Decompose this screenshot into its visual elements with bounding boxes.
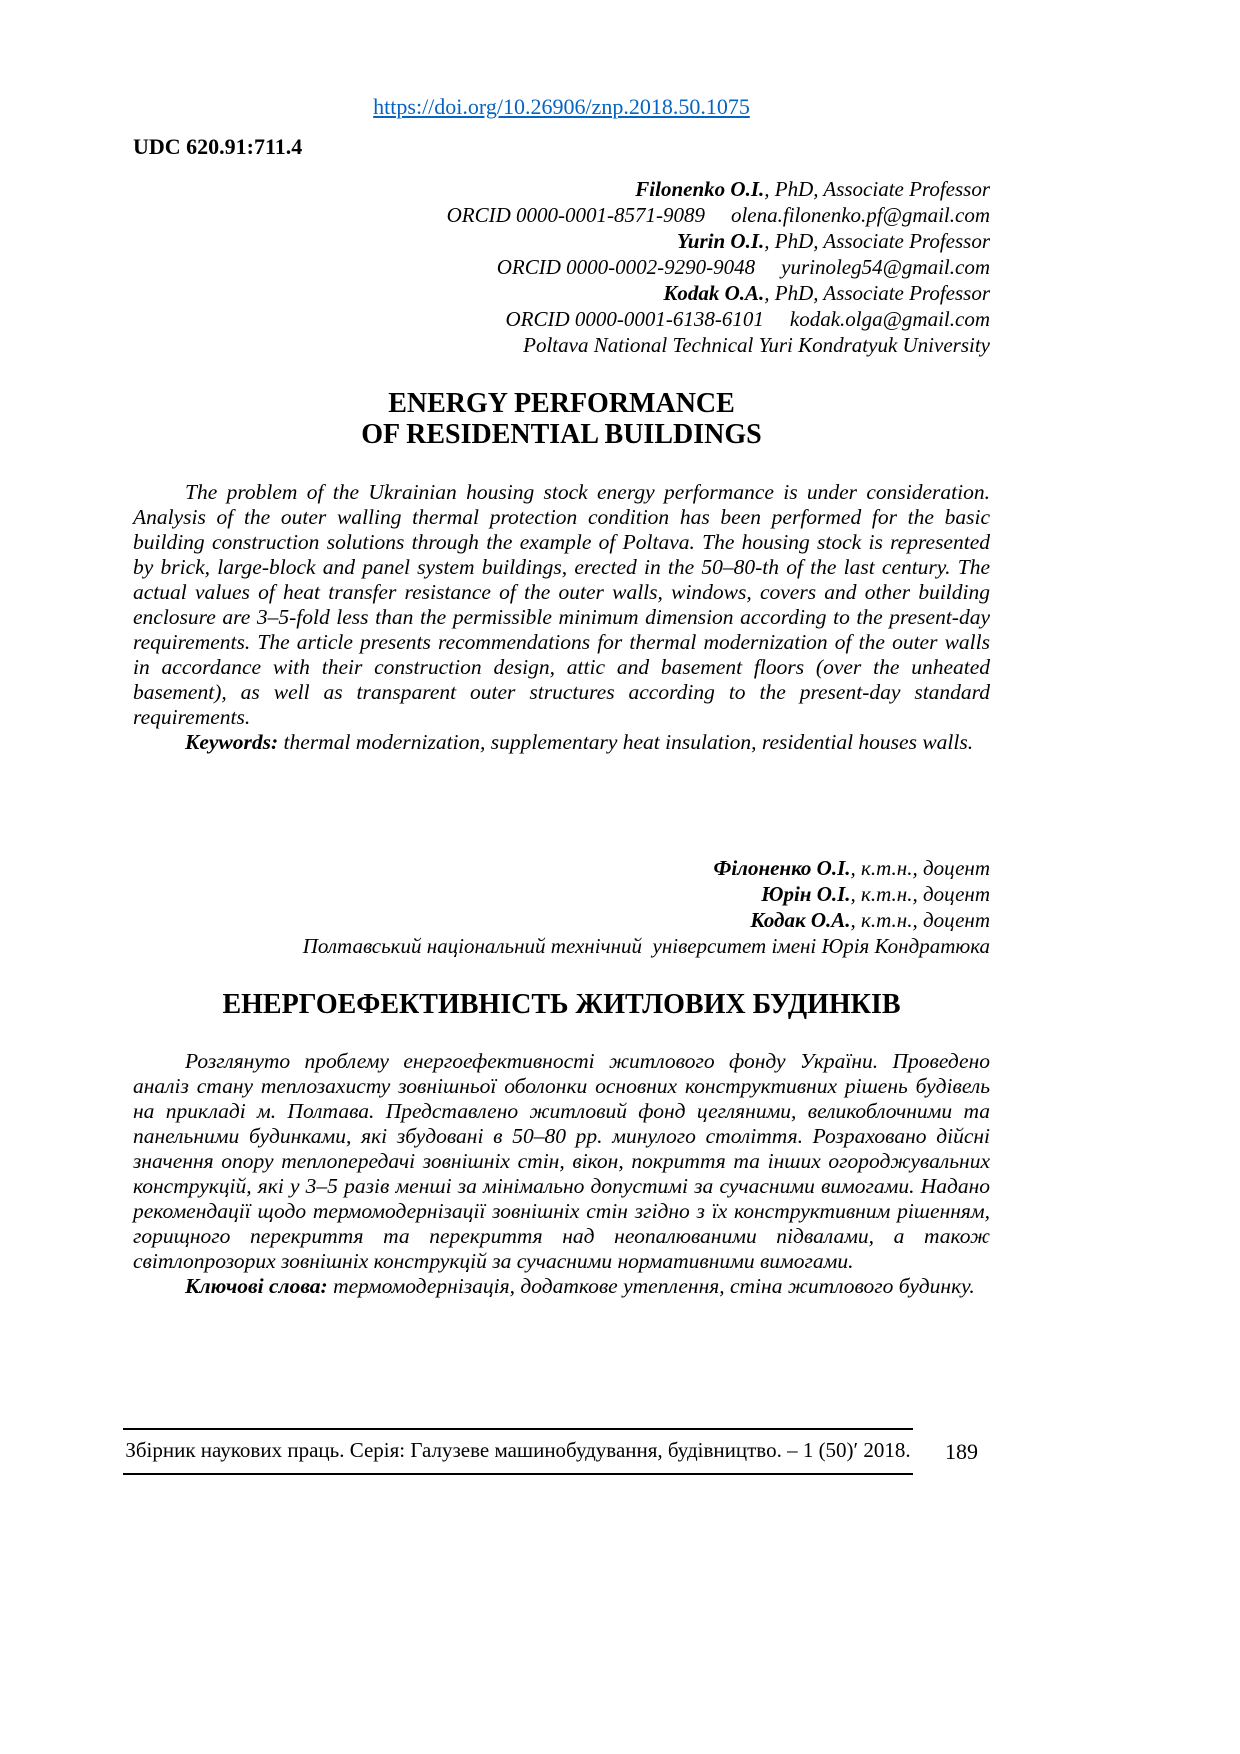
author-email: olena.filonenko.pf@gmail.com bbox=[730, 203, 990, 227]
author-name: Юрін О.І. bbox=[761, 882, 851, 906]
author-orcid-line bbox=[133, 254, 990, 280]
author-orcid-line bbox=[133, 202, 990, 228]
keywords-text-en: thermal modernization, supplementary heat insulation, residential houses walls. bbox=[278, 730, 974, 754]
author-email: yurinoleg54@gmail.com bbox=[781, 255, 990, 279]
author-degree: , к.т.н., доцент bbox=[850, 856, 990, 880]
author-orcid-line bbox=[133, 306, 990, 332]
author-degree: , PhD, Associate Professor bbox=[764, 281, 990, 305]
author-name: Filonenko O.I. bbox=[635, 177, 765, 201]
footer-journal-line: Збірник наукових праць. Серія: Галузеве машинобудування, будівництво. – 1 (50)′ 2018. bbox=[123, 1428, 913, 1475]
author-degree: , к.т.н., доцент bbox=[850, 882, 990, 906]
author-line-en bbox=[133, 280, 990, 306]
authors-uk-block bbox=[133, 855, 990, 959]
author-orcid: ORCID 0000-0001-8571-9089 bbox=[446, 203, 705, 227]
author-degree: , PhD, Associate Professor bbox=[764, 229, 990, 253]
article-title-en bbox=[133, 388, 990, 450]
author-line-en bbox=[133, 176, 990, 202]
author-degree: , PhD, Associate Professor bbox=[764, 177, 990, 201]
keywords-uk bbox=[133, 1274, 990, 1299]
article-title-uk: ЕНЕРГОЕФЕКТИВНІСТЬ ЖИТЛОВИХ БУДИНКІВ bbox=[222, 989, 901, 1020]
author-email: kodak.olga@gmail.com bbox=[789, 307, 990, 331]
author-line-uk bbox=[133, 907, 990, 933]
author-line-uk bbox=[133, 881, 990, 907]
author-line-en bbox=[133, 228, 990, 254]
author-line-uk bbox=[133, 855, 990, 881]
keywords-en bbox=[133, 730, 990, 755]
affiliation-uk: Полтавський національний технічний університет імені Юрія Кондратюка bbox=[302, 934, 990, 958]
title-en-line-2: OF RESIDENTIAL BUILDINGS bbox=[361, 419, 762, 450]
authors-en-block bbox=[133, 176, 990, 358]
page-content bbox=[133, 0, 990, 1299]
title-en-line-1: ENERGY PERFORMANCE bbox=[388, 388, 735, 419]
author-name: Kodak O.A. bbox=[663, 281, 765, 305]
author-orcid: ORCID 0000-0002-9290-9048 bbox=[496, 255, 756, 279]
keywords-label-en: Keywords: bbox=[185, 730, 279, 754]
affiliation-en: Poltava National Technical Yuri Kondratyuk University bbox=[523, 333, 990, 357]
doi-row bbox=[133, 94, 990, 120]
footer bbox=[123, 1428, 990, 1475]
author-name: Кодак О.А. bbox=[750, 908, 851, 932]
keywords-label-uk: Ключові слова: bbox=[185, 1274, 328, 1298]
author-name: Yurin O.I. bbox=[676, 229, 765, 253]
author-orcid: ORCID 0000-0001-6138-6101 bbox=[505, 307, 764, 331]
doi-link[interactable]: https://doi.org/10.26906/znp.2018.50.1075 bbox=[373, 94, 750, 119]
author-name: Філоненко О.І. bbox=[713, 856, 851, 880]
abstract-en: The problem of the Ukrainian housing stock energy performance is under consideration. Analysis of the outer walling thermal protection condition has been performed for the basic building construction solutions through the example of Poltava. The housing stock is represented by brick, large-block and panel system buildings, erected in the 50–80-th of the last century. The actual values of heat transfer resistance of the outer walls, windows, covers and other building enclosure are 3–5-fold less than the permissible minimum dimension according to the present-day requirements. The article presents recommendations for thermal modernization of the outer walls in accordance with their construction design, attic and basement floors (over the unheated basement), as well as transparent outer structures according to the present-day standard requirements. bbox=[133, 480, 990, 729]
keywords-text-uk: термомодернізація, додаткове утеплення, стіна житлового будинку. bbox=[327, 1274, 975, 1298]
abstract-uk: Розглянуто проблему енергоефективності житлового фонду України. Проведено аналіз стану теплозахисту зовнішньої оболонки основних конструктивних рішень будівель на прикладі м. Полтава. Представлено житловий фонд цегляними, великоблочними та панельними будинками, які збудовані в 50–80 рр. минулого століття. Розраховано дійсні значення опору теплопередачі зовнішніх стін, вікон, покриття та інших огороджувальних конструкцій, які у 3–5 разів менші за мінімально допустимі за сучасними вимогами. Надано рекомендації щодо термомодернізації зовнішніх стін згідно з їх конструктивним рішенням, горищного перекриття та перекриття над неопалюваними підвалами, а також світлопрозорих зовнішніх конструкцій за сучасними нормативними вимогами. bbox=[133, 1049, 990, 1273]
udc-code: UDC 620.91:711.4 bbox=[133, 134, 303, 159]
page-number: 189 bbox=[945, 1438, 978, 1464]
author-degree: , к.т.н., доцент bbox=[850, 908, 990, 932]
